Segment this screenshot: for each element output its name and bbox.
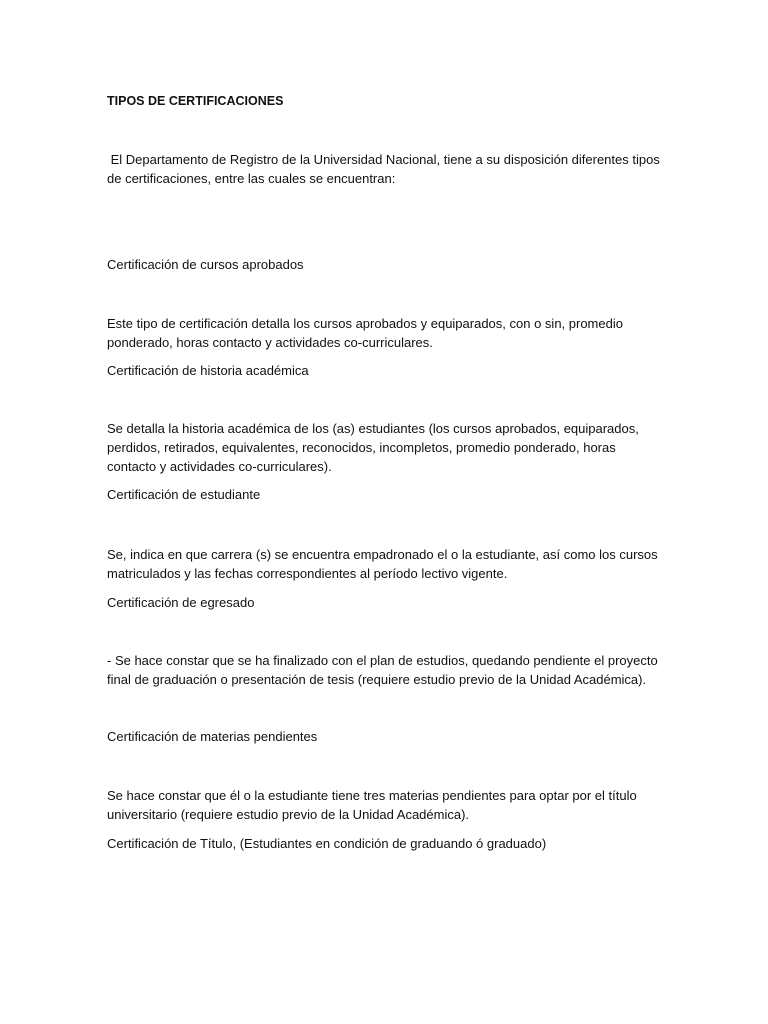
section-heading-cursos-aprobados: Certificación de cursos aprobados <box>107 257 304 272</box>
section-heading-historia-academica: Certificación de historia académica <box>107 363 309 378</box>
document-title: TIPOS DE CERTIFICACIONES <box>107 94 284 108</box>
section-body-materias-pendientes: Se hace constar que él o la estudiante tiene tres materias pendientes para optar por el título universitario (requiere estudio previo de la Unidad Académica). <box>107 788 641 822</box>
section-heading-titulo: Certificación de Título, (Estudiantes en condición de graduando ó graduado) <box>107 836 547 851</box>
section-heading-estudiante: Certificación de estudiante <box>107 487 261 502</box>
section-body-estudiante: Se, indica en que carrera (s) se encuentra empadronado el o la estudiante, así como los cursos matriculados y las fechas correspondientes al período lectivo vigente. <box>107 547 662 581</box>
section-heading-materias-pendientes: Certificación de materias pendientes <box>107 729 318 744</box>
section-body-historia-academica: Se detalla la historia académica de los (as) estudiantes (los cursos aprobados, equiparados, perdidos, retirados, equivalentes, reconocidos, incompletos, promedio ponderado, horas contacto y actividades co-curriculares). <box>107 421 643 474</box>
intro-paragraph: El Departamento de Registro de la Universidad Nacional, tiene a su disposición diferentes tipos de certificaciones, entre las cuales se encuentran: <box>107 152 664 186</box>
section-body-cursos-aprobados: Este tipo de certificación detalla los cursos aprobados y equiparados, con o sin, promedio ponderado, horas contacto y actividades co-curriculares. <box>107 316 627 350</box>
section-heading-egresado: Certificación de egresado <box>107 595 255 610</box>
section-body-egresado: - Se hace constar que se ha finalizado con el plan de estudios, quedando pendiente el proyecto final de graduación o presentación de tesis (requiere estudio previo de la Unidad Académica). <box>107 653 662 687</box>
